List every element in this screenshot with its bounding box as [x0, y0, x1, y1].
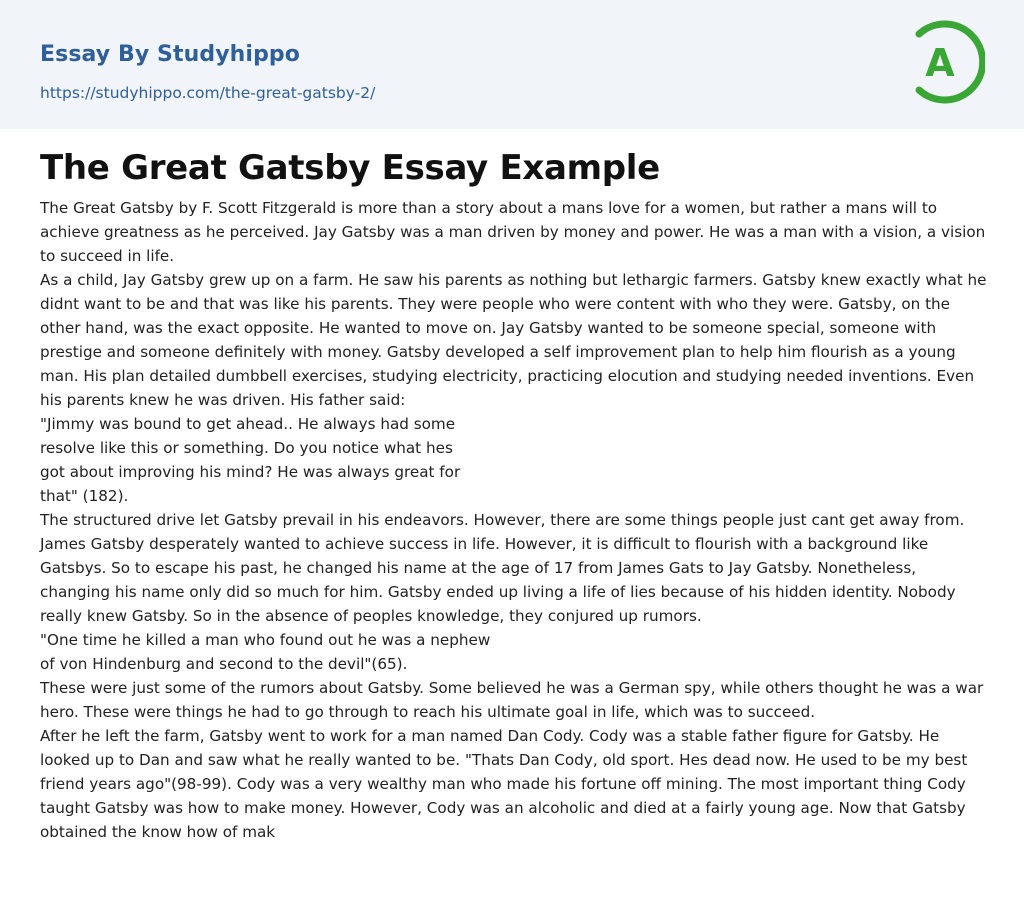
quote-line: that" (182).	[40, 487, 129, 505]
page-title: The Great Gatsby Essay Example	[40, 148, 660, 188]
essay-paragraph: These were just some of the rumors about Gatsby. Some believed he was a German spy, while others thought he was a war hero. These were things he had to go through to reach his ultimate goal in life, which was to succeed.	[40, 679, 984, 721]
essay-paragraph: The Great Gatsby by F. Scott Fitzgerald is more than a story about a mans love for a women, but rather a mans will to achieve greatness as he perceived. Jay Gatsby was a man driven by money and power. He was a man with a vision, a vision to succeed in life.	[40, 199, 986, 265]
studyhippo-logo-icon[interactable]	[913, 20, 985, 104]
essay-paragraph: After he left the farm, Gatsby went to work for a man named Dan Cody. Cody was a stable father figure for Gatsby. He looked up to Dan and saw what he really wanted to be. "Thats Dan Cody, old sport. Hes dead now. He used to be my best friend years ago"(98-99). Cody was a very wealthy man who made his fortune off mining. The most important thing Cody taught Gatsby was how to make money. However, Cody was an alcoholic and died at a fairly young age. Now that Gatsby obtained the know how of mak	[40, 727, 968, 841]
essay-body	[40, 196, 990, 844]
site-header	[0, 0, 1024, 129]
brand-title[interactable]: Essay By Studyhippo	[40, 42, 300, 67]
essay-paragraph: The structured drive let Gatsby prevail in his endeavors. However, there are some things people just cant get away from.	[40, 511, 965, 529]
logo-ring-icon	[913, 20, 985, 104]
logo-letter: A	[925, 41, 955, 85]
quote-line: "Jimmy was bound to get ahead.. He always had some	[40, 415, 456, 433]
quote-line: got about improving his mind? He was always great for	[40, 463, 461, 481]
quote-line: "One time he killed a man who found out he was a nephew	[40, 631, 491, 649]
source-url-link[interactable]: https://studyhippo.com/the-great-gatsby-2/	[40, 84, 376, 102]
essay-paragraph: James Gatsby desperately wanted to achieve success in life. However, it is difficult to flourish with a background like Gatsbys. So to escape his past, he changed his name at the age of 17 from James Gats to Jay Gatsby. Nonetheless, changing his name only did so much for him. Gatsby ended up living a life of lies because of his hidden identity. Nobody really knew Gatsby. So in the absence of peoples knowledge, they conjured up rumors.	[40, 535, 956, 625]
essay-content	[40, 144, 990, 844]
quote-line: resolve like this or something. Do you notice what hes	[40, 439, 453, 457]
essay-paragraph: As a child, Jay Gatsby grew up on a farm. He saw his parents as nothing but lethargic farmers. Gatsby knew exactly what he didnt want to be and that was like his parents. They were people who were content with who they were. Gatsby, on the other hand, was the exact opposite. He wanted to move on. Jay Gatsby wanted to be someone special, someone with prestige and someone definitely with money. Gatsby developed a self improvement plan to help him flourish as a young man. His plan detailed dumbbell exercises, studying electricity, practicing elocution and studying needed inventions. Even his parents knew he was driven. His father said:	[40, 271, 987, 409]
quote-line: of von Hindenburg and second to the devil"(65).	[40, 655, 408, 673]
